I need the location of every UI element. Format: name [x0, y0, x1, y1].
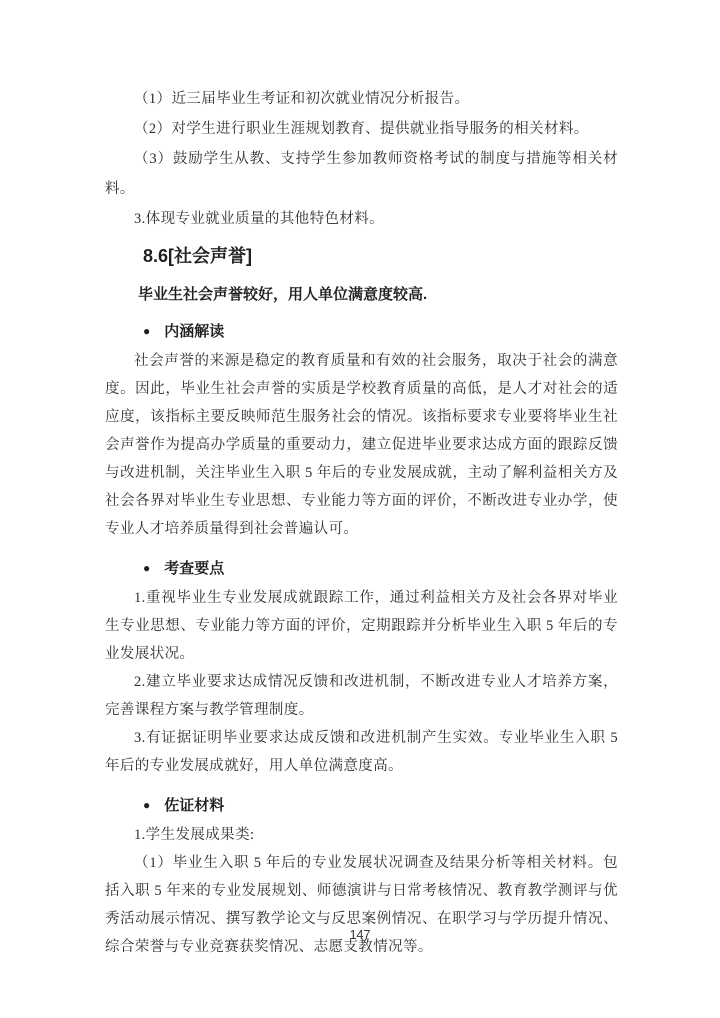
paragraph: 2.建立毕业要求达成情况反馈和改进机制，不断改进专业人才培养方案，完善课程方案与教学管理制度。: [105, 674, 618, 718]
section-claim: 毕业生社会声誉较好，用人单位满意度较高.: [138, 286, 428, 303]
list-item: （2）对学生进行职业生涯规划教育、提供就业指导服务的相关材料。: [134, 121, 589, 137]
bullet-heading-key-points: [105, 557, 618, 580]
paragraph: 社会声誉的来源是稳定的教育质量和有效的社会服务，取决于社会的满意度。因此，毕业生社会声誉的实质是学校教育质量的高低，是人才对社会的适应度，该指标主要反映师范生服务社会的情况。该指标要求专业要将毕业生社会声誉作为提高办学质量的重要动力，建立促进毕业要求达成方面的跟踪反馈与改进机制，关注毕业生入职 5 年后的专业发展成就，主动了解利益相关方及社会各界对毕业生专业思想、专业能力等方面的评价，不断改进专业办学，使专业人才培养质量得到社会普遍认可。: [105, 353, 618, 537]
list-item: 3.体现专业就业质量的其他特色材料。: [134, 211, 385, 227]
page-number: 147: [349, 928, 371, 942]
bullet-icon: ●: [143, 561, 151, 575]
page-content: [105, 84, 618, 961]
paragraph: 1.重视毕业生专业发展成就跟踪工作，通过利益相关方及社会各界对毕业生专业思想、专业能力等方面的评价，定期跟踪并分析毕业生入职 5 年后的专业发展状况。: [105, 590, 618, 662]
bullet-heading-label: 考查要点: [164, 560, 225, 577]
bullet-heading-label: 佐证材料: [164, 797, 225, 814]
section-heading: 8.6[社会声誉]: [143, 246, 253, 266]
bullet-heading-label: 内涵解读: [164, 323, 225, 340]
list-item: （1）近三届毕业生考证和初次就业情况分析报告。: [134, 91, 470, 107]
bullet-icon: ●: [143, 798, 151, 812]
bullet-icon: ●: [143, 324, 151, 338]
paragraph: （1）毕业生入职 5 年后的专业发展状况调查及结果分析等相关材料。包括入职 5 年来的专业发展规划、师德演讲与日常考核情况、教育教学测评与优秀活动展示情况、撰写教学论文与反思案例情况、在职学习与学历提升情况、综合荣誉与专业竞赛获奖情况、志愿支教情况等。: [105, 855, 618, 955]
paragraph: 1.学生发展成果类:: [134, 827, 255, 843]
bullet-heading-connotation: [105, 320, 618, 343]
paragraph: 3.有证据证明毕业要求达成反馈和改进机制产生实效。专业毕业生入职 5 年后的专业发展成就好，用人单位满意度高。: [105, 730, 618, 774]
list-item: （3）鼓励学生从教、支持学生参加教师资格考试的制度与措施等相关材料。: [105, 151, 618, 197]
bullet-heading-supporting-materials: [105, 794, 618, 817]
